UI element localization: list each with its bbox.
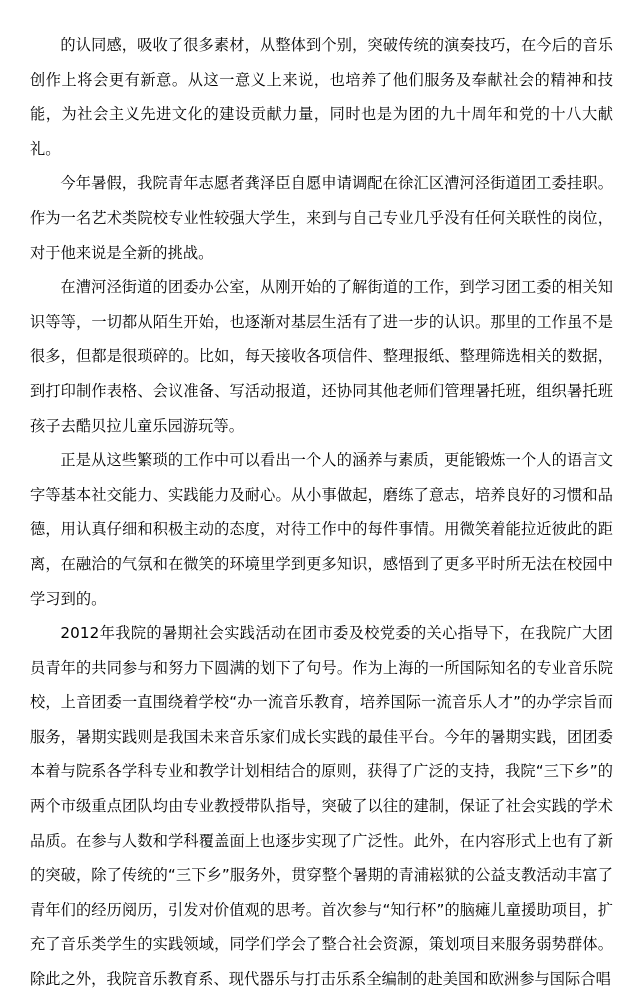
paragraph: 的认同感，吸收了很多素材，从整体到个别，突破传统的演奏技巧，在今后的音乐创作上将会更有新意。从这一意义上来说，也培养了他们服务及奉献社会的精神和技能，为社会主义先进文化的建设贡献力量，同时也是为团的九十周年和党的十八大献礼。 [30,36,613,158]
paragraph: 在漕河泾街道的团委办公室，从刚开始的了解街道的工作，到学习团工委的相关知识等等，一切都从陌生开始，也逐渐对基层生活有了进一步的认识。那里的工作虽不是很多，但都是很琐碎的。比如，每天接收各项信件、整理报纸、整理筛选相关的数据，到打印制作表格、会议准备、写活动报道，还协同其他老师们管理暑托班，组织暑托班孩子去酷贝拉儿童乐园游玩等。 [30,278,613,435]
paragraph: 今年暑假，我院青年志愿者龚泽臣自愿申请调配在徐汇区漕河泾街道团工委挂职。作为一名艺术类院校专业性较强大学生，来到与自己专业几乎没有任何关联性的岗位，对于他来说是全新的挑战。 [30,174,613,262]
paragraph: 正是从这些繁琐的工作中可以看出一个人的涵养与素质，更能锻炼一个人的语言文字等基本社交能力、实践能力及耐心。从小事做起，磨练了意志，培养良好的习惯和品德，用认真仔细和积极主动的态度，对待工作中的每件事情。用微笑着能拉近彼此的距离，在融洽的气氛和在微笑的环境里学到更多知识，感悟到了更多平时所无法在校园中学习到的。 [30,451,613,608]
document-body [30,28,613,997]
paragraph: 2012年我院的暑期社会实践活动在团市委及校党委的关心指导下，在我院广大团员青年的共同参与和努力下圆满的划下了句号。作为上海的一所国际知名的专业音乐院校，上音团委一直围绕着学校“办一流音乐教育，培养国际一流音乐人才”的办学宗旨而服务，暑期实践则是我国未来音乐家们成长实践的最佳平台。今年的暑期实践，团团委本着与院系各学科专业和教学计划相结合的原则，获得了广泛的支持，我院“三下乡”的两个市级重点团队均由专业教授带队指导，突破了以往的建制，保证了社会实践的学术品质。在参与人数和学科覆盖面上也逐步实现了广泛性。此外，在内容形式上也有了新的突破，除了传统的“三下乡”服务外，贯穿整个暑期的青浦崧狱的公益支教活动丰富了青年们的经历阅历，引发对价值观的思考。首次参与“知行杯”的脑瘫儿童援助项目，扩充了音乐类学生的实践领域，同学们学会了整合社会资源，策划项目来服务弱势群体。除此之外，我院音乐教育系、现代器乐与打击乐系全编制的赴美国和欧洲参与国际合唱 [30,624,613,989]
